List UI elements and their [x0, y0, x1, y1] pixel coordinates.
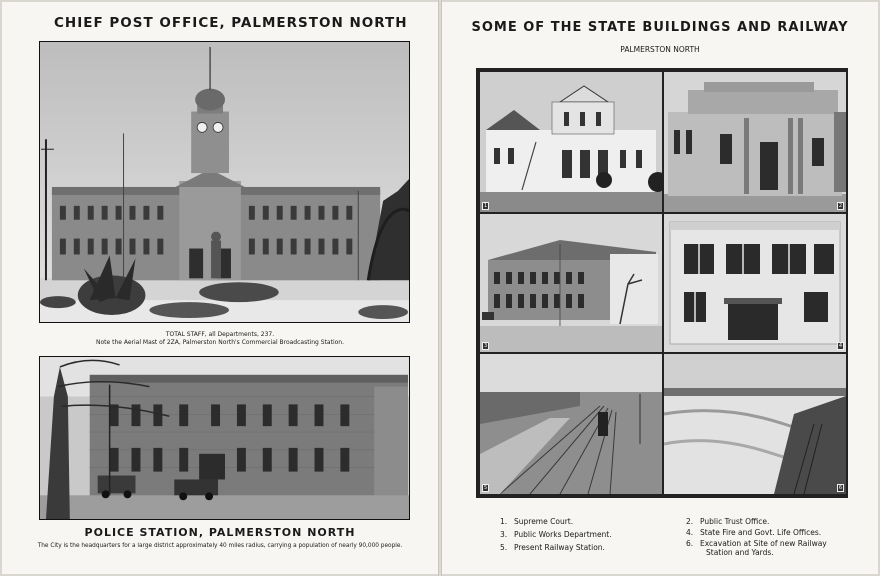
photo-number-3: 3	[484, 343, 488, 349]
chief-post-office-title: CHIEF POST OFFICE, PALMERSTON NORTH	[54, 15, 408, 31]
photo-grid	[476, 68, 848, 498]
police-station-title: POLICE STATION, PALMERSTON NORTH	[84, 526, 356, 539]
photo-state-fire-govt-life-offices	[664, 214, 846, 352]
photo-public-works-department	[480, 214, 662, 352]
legend-item-4: 4. State Fire and Govt. Life Offices.	[686, 528, 822, 537]
left-page	[2, 2, 438, 574]
post-office-caption-2: Note the Aerial Mast of 2ZA, Palmerston North's Commercial Broadcasting Station.	[95, 339, 344, 346]
photo-number-4: 4	[838, 343, 842, 349]
photo-number-2: 2	[838, 203, 842, 209]
photo-number-1: 1	[484, 203, 488, 209]
photo-public-trust-office	[664, 72, 846, 212]
legend-item-1: 1. Supreme Court.	[500, 517, 574, 526]
photo-excavation-new-railway-site	[664, 354, 846, 494]
post-office-caption-1: TOTAL STAFF, all Departments, 237.	[165, 331, 275, 338]
photo-present-railway-station	[480, 354, 662, 494]
state-buildings-title: SOME OF THE STATE BUILDINGS AND RAILWAY	[471, 20, 849, 35]
right-page	[442, 2, 878, 574]
chief-post-office-photo	[39, 41, 410, 323]
photo-supreme-court	[480, 72, 662, 212]
legend-item-5: 5. Present Railway Station.	[500, 543, 605, 552]
photo-number-6: 6	[838, 485, 842, 491]
police-station-photo	[39, 356, 410, 520]
police-station-caption: The City is the headquarters for a large district approximately 40 miles radius, carrying a population of nearly 90,000 people.	[37, 543, 403, 549]
legend-item-2: 2. Public Trust Office.	[686, 517, 770, 526]
legend-item-6-continued: Station and Yards.	[706, 548, 774, 557]
photo-number-5: 5	[484, 485, 488, 491]
legend-item-3: 3. Public Works Department.	[500, 530, 612, 539]
state-buildings-subtitle: PALMERSTON NORTH	[620, 45, 700, 54]
legend-item-6: 6. Excavation at Site of new Railway	[686, 539, 827, 548]
